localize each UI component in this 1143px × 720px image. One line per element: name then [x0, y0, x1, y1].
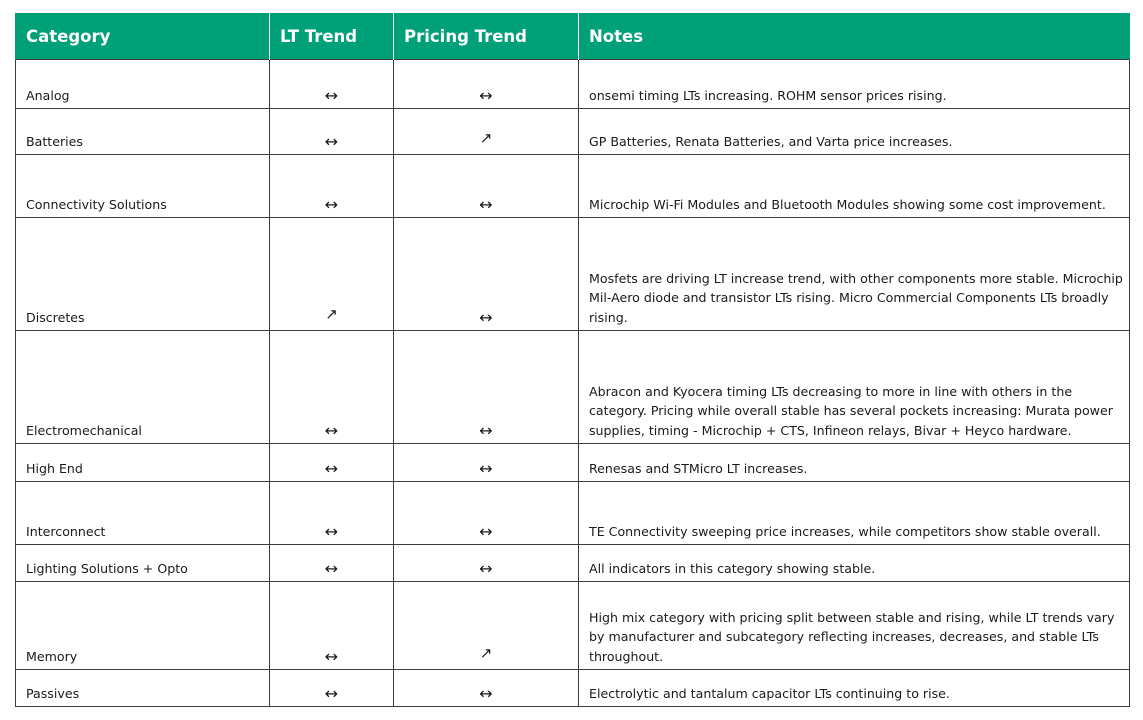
table-row [16, 545, 1130, 582]
left-right-arrow-icon: ↔ [479, 308, 493, 327]
pricing-trend-cell [394, 582, 579, 670]
left-right-arrow-icon: ↔ [324, 559, 339, 578]
notes-cell: Renesas and STMicro LT increases. [579, 444, 1130, 482]
table-row [16, 109, 1130, 155]
lt-trend-cell [270, 109, 394, 155]
lt-trend-cell [270, 545, 394, 582]
left-right-arrow-icon: ↔ [479, 195, 493, 214]
category-cell: Electromechanical [16, 331, 270, 444]
left-right-arrow-icon: ↔ [479, 684, 493, 703]
lt-trend-cell [270, 60, 394, 109]
notes-cell: High mix category with pricing split between stable and rising, while LT trends vary by manufacturer and subcategory reflecting increases, decreases, and stable LTs throughout. [579, 582, 1130, 670]
lt-trend-cell [270, 444, 394, 482]
lt-trend-cell [270, 155, 394, 218]
lt-trend-cell [270, 670, 394, 707]
table-row [16, 60, 1130, 109]
table-row [16, 482, 1130, 545]
up-right-arrow-icon: ↗ [479, 644, 493, 662]
lt-trend-cell [270, 331, 394, 444]
notes-cell: GP Batteries, Renata Batteries, and Varta price increases. [579, 109, 1130, 155]
header-notes: Notes [579, 14, 1130, 60]
table-row [16, 582, 1130, 670]
up-right-arrow-icon: ↗ [479, 129, 493, 147]
header-row [16, 14, 1130, 60]
left-right-arrow-icon: ↔ [324, 522, 339, 541]
header-pricing-trend: Pricing Trend [394, 14, 579, 60]
notes-cell: TE Connectivity sweeping price increases, while competitors show stable overall. [579, 482, 1130, 545]
pricing-trend-cell [394, 109, 579, 155]
notes-cell: Microchip Wi-Fi Modules and Bluetooth Modules showing some cost improvement. [579, 155, 1130, 218]
pricing-trend-cell [394, 218, 579, 331]
pricing-trend-cell [394, 444, 579, 482]
left-right-arrow-icon: ↔ [479, 522, 493, 541]
table-row [16, 670, 1130, 707]
header-category: Category [16, 14, 270, 60]
category-cell: Batteries [16, 109, 270, 155]
left-right-arrow-icon: ↔ [324, 195, 339, 214]
category-cell: Lighting Solutions + Opto [16, 545, 270, 582]
left-right-arrow-icon: ↔ [324, 421, 339, 440]
left-right-arrow-icon: ↔ [324, 459, 339, 478]
left-right-arrow-icon: ↔ [479, 86, 493, 105]
table-row [16, 218, 1130, 331]
category-cell: Analog [16, 60, 270, 109]
lt-trend-cell [270, 582, 394, 670]
category-cell: Passives [16, 670, 270, 707]
pricing-trend-cell [394, 155, 579, 218]
category-cell: Connectivity Solutions [16, 155, 270, 218]
table-row [16, 155, 1130, 218]
left-right-arrow-icon: ↔ [479, 421, 493, 440]
pricing-trend-cell [394, 545, 579, 582]
pricing-trend-cell [394, 331, 579, 444]
category-cell: Interconnect [16, 482, 270, 545]
lt-trend-cell [270, 482, 394, 545]
table-row [16, 444, 1130, 482]
left-right-arrow-icon: ↔ [324, 132, 339, 151]
category-cell: Memory [16, 582, 270, 670]
pricing-trend-cell [394, 60, 579, 109]
category-cell: High End [16, 444, 270, 482]
lt-trend-cell [270, 218, 394, 331]
left-right-arrow-icon: ↔ [324, 647, 339, 666]
left-right-arrow-icon: ↔ [479, 459, 493, 478]
category-cell: Discretes [16, 218, 270, 331]
pricing-trend-cell [394, 482, 579, 545]
category-trend-table [15, 13, 1130, 707]
up-right-arrow-icon: ↗ [325, 305, 338, 323]
header-lt-trend: LT Trend [270, 14, 394, 60]
notes-cell: onsemi timing LTs increasing. ROHM sensor prices rising. [579, 60, 1130, 109]
pricing-trend-cell [394, 670, 579, 707]
left-right-arrow-icon: ↔ [324, 86, 339, 105]
notes-cell: Electrolytic and tantalum capacitor LTs continuing to rise. [579, 670, 1130, 707]
left-right-arrow-icon: ↔ [324, 684, 339, 703]
notes-cell: All indicators in this category showing stable. [579, 545, 1130, 582]
left-right-arrow-icon: ↔ [479, 559, 493, 578]
notes-cell: Mosfets are driving LT increase trend, with other components more stable. Microchip Mil-Aero diode and transistor LTs rising. Micro Commercial Components LTs broadly rising. [579, 218, 1130, 331]
table-row [16, 331, 1130, 444]
notes-cell: Abracon and Kyocera timing LTs decreasing to more in line with others in the category. Pricing while overall stable has several pockets increasing: Murata power supplies, timing - Microchip + CTS, Infineon relays, Bivar + Heyco hardware. [579, 331, 1130, 444]
